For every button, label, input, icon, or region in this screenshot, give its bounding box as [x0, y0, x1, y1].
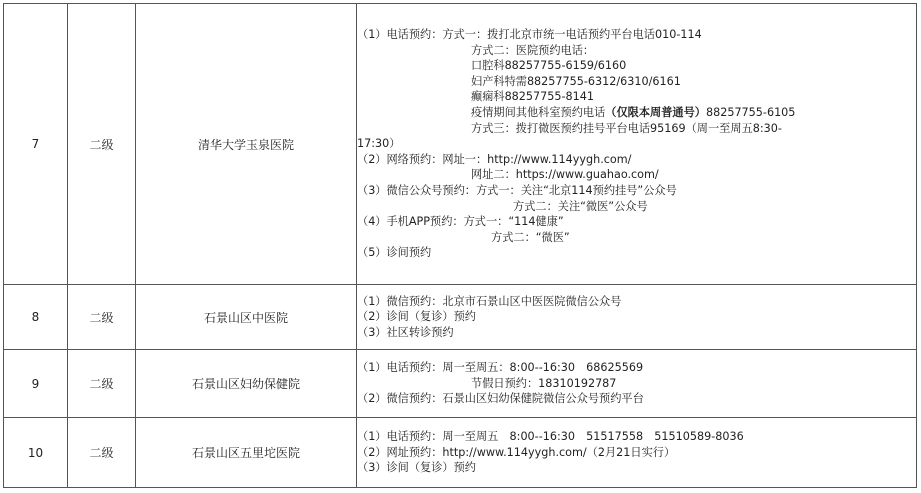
appointment-methods: [357, 285, 917, 350]
method-line: 妇产科特需88257755-6312/6310/6161: [471, 74, 681, 88]
hospital-name: 石景山区中医院: [136, 285, 357, 350]
method-line: （1）电话预约：周一至周五：8:00--16:30 68625569: [357, 361, 644, 375]
table-row: [4, 285, 917, 350]
appointment-methods: [357, 418, 917, 488]
method-line: 方式三：拨打微医预约挂号平台电话95169（周一至周五8:30-: [471, 121, 782, 135]
hospital-level: 二级: [68, 350, 136, 418]
method-line: （2）网址预约：http://www.114yygh.com/（2月21日实行）: [357, 445, 676, 459]
method-line: （2）微信预约：石景山区妇幼保健院微信公众号预约平台: [357, 392, 644, 406]
method-line: （2）网络预约：网址一：http://www.114yygh.com/: [357, 152, 632, 166]
method-line-bold: （仅限本周普通号）: [605, 106, 706, 120]
table-row: [4, 350, 917, 418]
appointment-methods: [357, 4, 917, 285]
method-line: 17:30）: [357, 137, 401, 151]
table-row: [4, 4, 917, 285]
hospital-level: 二级: [68, 4, 136, 285]
method-line: （4）手机APP预约：方式一：“114健康”: [357, 215, 564, 229]
method-line: 网址二：https://www.guahao.com/: [471, 168, 659, 182]
hospital-name: 石景山区五里坨医院: [136, 418, 357, 488]
method-line: （2）诊间（复诊）预约: [357, 310, 476, 324]
row-number: 8: [4, 285, 68, 350]
method-line: 口腔科88257755-6159/6160: [471, 59, 627, 73]
method-line-text: 88257755-6105: [705, 106, 796, 120]
row-number: 9: [4, 350, 68, 418]
hospital-level: 二级: [68, 418, 136, 488]
method-line: （3）诊间（复诊）预约: [357, 461, 476, 475]
method-line: （3）微信公众号预约：方式一：关注“北京114预约挂号”公众号: [357, 183, 677, 197]
table-row: [4, 418, 917, 488]
hospital-name: 石景山区妇幼保健院: [136, 350, 357, 418]
method-line-text: 疫情期间其他科室预约电话: [471, 106, 606, 120]
hospital-level: 二级: [68, 285, 136, 350]
appointment-methods: [357, 350, 917, 418]
hospital-appointment-table: [3, 3, 917, 488]
method-line: （1）电话预约：方式一：拨打北京市统一电话预约平台电话010-114: [357, 28, 702, 42]
method-line: 节假日预约：18310192787: [471, 376, 617, 390]
method-line: （5）诊间预约: [357, 246, 432, 260]
method-line: （3）社区转诊预约: [357, 325, 454, 339]
row-number: 10: [4, 418, 68, 488]
method-line: （1）电话预约：周一至周五 8:00--16:30 51517558 51510589-8036: [357, 430, 744, 444]
method-line: [357, 105, 916, 121]
method-line: 癫痫科88257755-8141: [471, 90, 595, 104]
method-line: 方式二：关注“微医”公众号: [513, 199, 648, 213]
method-line: 方式二：医院预约电话：: [471, 43, 595, 57]
row-number: 7: [4, 4, 68, 285]
method-line: （1）微信预约：北京市石景山区中医医院微信公众号: [357, 294, 622, 308]
hospital-name: 清华大学玉泉医院: [136, 4, 357, 285]
method-line: 方式二：“微医”: [491, 230, 570, 244]
